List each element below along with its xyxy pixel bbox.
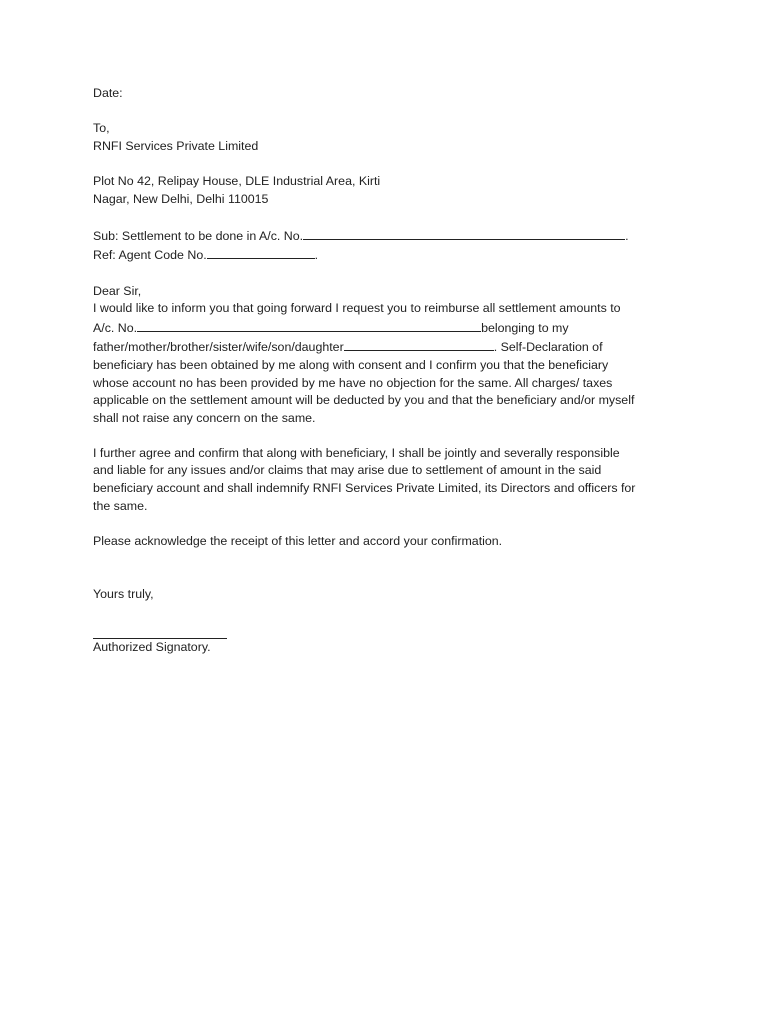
body-paragraph-1-line-2 bbox=[93, 318, 683, 338]
reference-suffix: . bbox=[314, 248, 319, 263]
recipient-company: RNFI Services Private Limited bbox=[93, 138, 259, 153]
signatory-label: Authorized Signatory. bbox=[93, 639, 211, 654]
letter-body bbox=[93, 85, 683, 656]
body-paragraph-1-line-7: shall not raise any concern on the same. bbox=[93, 410, 316, 425]
body-paragraph-2-line-4: the same. bbox=[93, 498, 148, 513]
agent-code-blank bbox=[207, 245, 315, 259]
salutation: Dear Sir, bbox=[93, 283, 142, 298]
address-line-1: Plot No 42, Relipay House, DLE Industrial Area, Kirti bbox=[93, 173, 381, 188]
relation-options: father/mother/brother/sister/wife/son/daughter bbox=[93, 340, 344, 355]
body-paragraph-1-line-6: applicable on the settlement amount will be deducted by you and that the beneficiary and/or myself bbox=[93, 393, 635, 408]
account-number-blank bbox=[303, 226, 625, 240]
beneficiary-account-blank bbox=[137, 318, 481, 332]
relation-suffix: . Self-Declaration of bbox=[493, 340, 603, 355]
account-suffix: belonging to my bbox=[481, 320, 569, 335]
body-paragraph-2-line-3: beneficiary account and shall indemnify RNFI Services Private Limited, its Directors and officers for bbox=[93, 481, 636, 496]
recipient-to-label: To, bbox=[93, 121, 110, 136]
body-paragraph-1-line-4: beneficiary has been obtained by me along with consent and I confirm you that the beneficiary bbox=[93, 357, 609, 372]
reference-line bbox=[93, 245, 683, 265]
subject-prefix: Sub: Settlement to be done in A/c. No. bbox=[93, 228, 304, 243]
body-paragraph-1-line-5: whose account no has been provided by me have no objection for the same. All charges/ taxes bbox=[93, 375, 613, 390]
body-paragraph-1-line-1: I would like to inform you that going forward I request you to reimburse all settlement amounts to bbox=[93, 301, 621, 316]
body-paragraph-1-line-3 bbox=[93, 337, 683, 357]
closing: Yours truly, bbox=[93, 586, 154, 601]
relation-blank bbox=[344, 337, 494, 351]
date-label: Date: bbox=[93, 86, 123, 100]
body-paragraph-2-line-2: and liable for any issues and/or claims that may arise due to settlement of amount in the said bbox=[93, 463, 602, 478]
address-line-2: Nagar, New Delhi, Delhi 110015 bbox=[93, 191, 269, 206]
subject-line bbox=[93, 226, 683, 246]
body-paragraph-2-line-1: I further agree and confirm that along with beneficiary, I shall be jointly and severally responsible bbox=[93, 445, 620, 460]
signature-line bbox=[93, 621, 227, 639]
subject-suffix: . bbox=[625, 228, 629, 243]
account-prefix: A/c. No. bbox=[93, 320, 138, 335]
acknowledgement-line: Please acknowledge the receipt of this letter and accord your confirmation. bbox=[93, 533, 503, 548]
reference-prefix: Ref: Agent Code No. bbox=[93, 248, 207, 263]
